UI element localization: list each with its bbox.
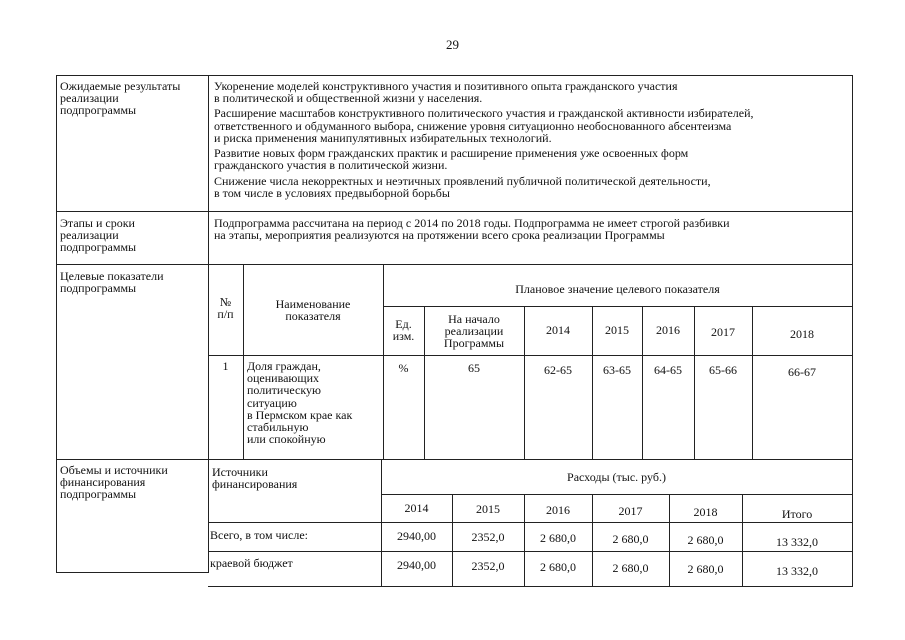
year-header-2017: 2017	[711, 325, 735, 339]
indicators-name-header: Наименование показателя	[275, 297, 351, 324]
financing-value: 13 332,0	[776, 564, 818, 578]
year-header-2015: 2015	[605, 323, 629, 337]
expected-results-content: Укоренение моделей конструктивного участия и позитивного опыта гражданского участия в политической и общественной жизни у населения. Расширение масштабов конструктивного политического участия и гражданской активности избирателей, ответственного и обдуманного выбора, снижение уровня ситуационно необоснованного абсентеизма и риска применения манипулятивных избирательных технологий. Развитие новых форм гражданских практик и расширение применения уже освоенных форм гражданского участия в политической жизни. Снижение числа некорректных и неэтичных проявлений публичной политической деятельности, в том числе в условиях предвыборной борьбы	[214, 79, 754, 200]
financing-value: 2352,0	[471, 530, 505, 544]
grid-line	[383, 306, 852, 307]
financing-value: 2 680,0	[612, 532, 649, 546]
indicator-value-2014: 62-65	[544, 363, 572, 377]
indicator-value-2016: 64-65	[654, 363, 682, 377]
stages-label: Этапы и сроки реализации подпрограммы	[60, 216, 137, 255]
indicator-value-2015: 63-65	[603, 363, 631, 377]
financing-col-2015: 2015	[476, 502, 500, 516]
financing-col-2014: 2014	[404, 501, 429, 515]
financing-row-name: краевой бюджет	[210, 556, 293, 570]
financing-value: 2352,0	[471, 559, 505, 573]
grid-line	[56, 75, 57, 573]
grid-line	[56, 459, 852, 460]
expenses-header: Расходы (тыс. руб.)	[567, 470, 666, 484]
grid-line	[208, 355, 852, 356]
indicator-start: 65	[468, 361, 480, 375]
indicator-value-2018: 66-67	[788, 365, 816, 379]
page-number: 29	[446, 37, 459, 52]
grid-line	[56, 75, 852, 76]
financing-value: 2940,00	[397, 529, 436, 543]
financing-value: 2 680,0	[687, 533, 724, 547]
financing-col-2016: 2016	[546, 503, 570, 517]
financing-sources-header: Источники финансирования	[212, 465, 298, 492]
grid-line	[208, 586, 853, 587]
unit-header: Ед. изм.	[392, 317, 415, 344]
grid-line	[208, 75, 209, 573]
grid-line	[56, 572, 208, 573]
start-header: На начало реализации Программы	[443, 312, 505, 351]
financing-value: 2 680,0	[687, 562, 724, 576]
year-header-2018: 2018	[790, 327, 814, 341]
indicator-unit: %	[398, 361, 409, 375]
grid-line	[208, 551, 852, 552]
financing-col-2018: 2018	[693, 505, 718, 519]
grid-line	[243, 264, 244, 459]
financing-row-name: Всего, в том числе:	[210, 528, 308, 542]
indicator-value-2017: 65-66	[709, 363, 737, 377]
financing-value: 2 680,0	[540, 531, 576, 545]
grid-line	[56, 264, 852, 265]
financing-value: 2 680,0	[540, 560, 576, 574]
financing-value: 2940,00	[397, 558, 436, 572]
indicators-num-header: № п/п	[217, 295, 234, 322]
indicators-label: Целевые показатели подпрограммы	[60, 269, 164, 296]
financing-value: 13 332,0	[776, 535, 818, 549]
planned-value-header: Плановое значение целевого показателя	[515, 282, 720, 296]
grid-line	[852, 75, 853, 587]
indicator-name: Доля граждан, оценивающих политическую ситуацию в Пермском крае как стабильную или спокойную	[247, 359, 353, 447]
financing-col-2017: 2017	[618, 504, 643, 518]
year-header-2014: 2014	[546, 323, 570, 337]
grid-line	[208, 522, 852, 523]
indicator-num: 1	[222, 359, 229, 373]
grid-line	[56, 211, 852, 212]
year-header-2016: 2016	[656, 323, 680, 337]
financing-label: Объемы и источники финансирования подпрограммы	[60, 463, 168, 502]
expected-results-label: Ожидаемые результаты реализации подпрограммы	[60, 79, 181, 118]
stages-content: Подпрограмма рассчитана на период с 2014 по 2018 годы. Подпрограмма не имеет строгой разбивки на этапы, мероприятия реализуются на протяжении всего срока реализации Программы	[214, 216, 730, 243]
financing-col-total: Итого	[781, 507, 813, 521]
financing-value: 2 680,0	[612, 561, 649, 575]
